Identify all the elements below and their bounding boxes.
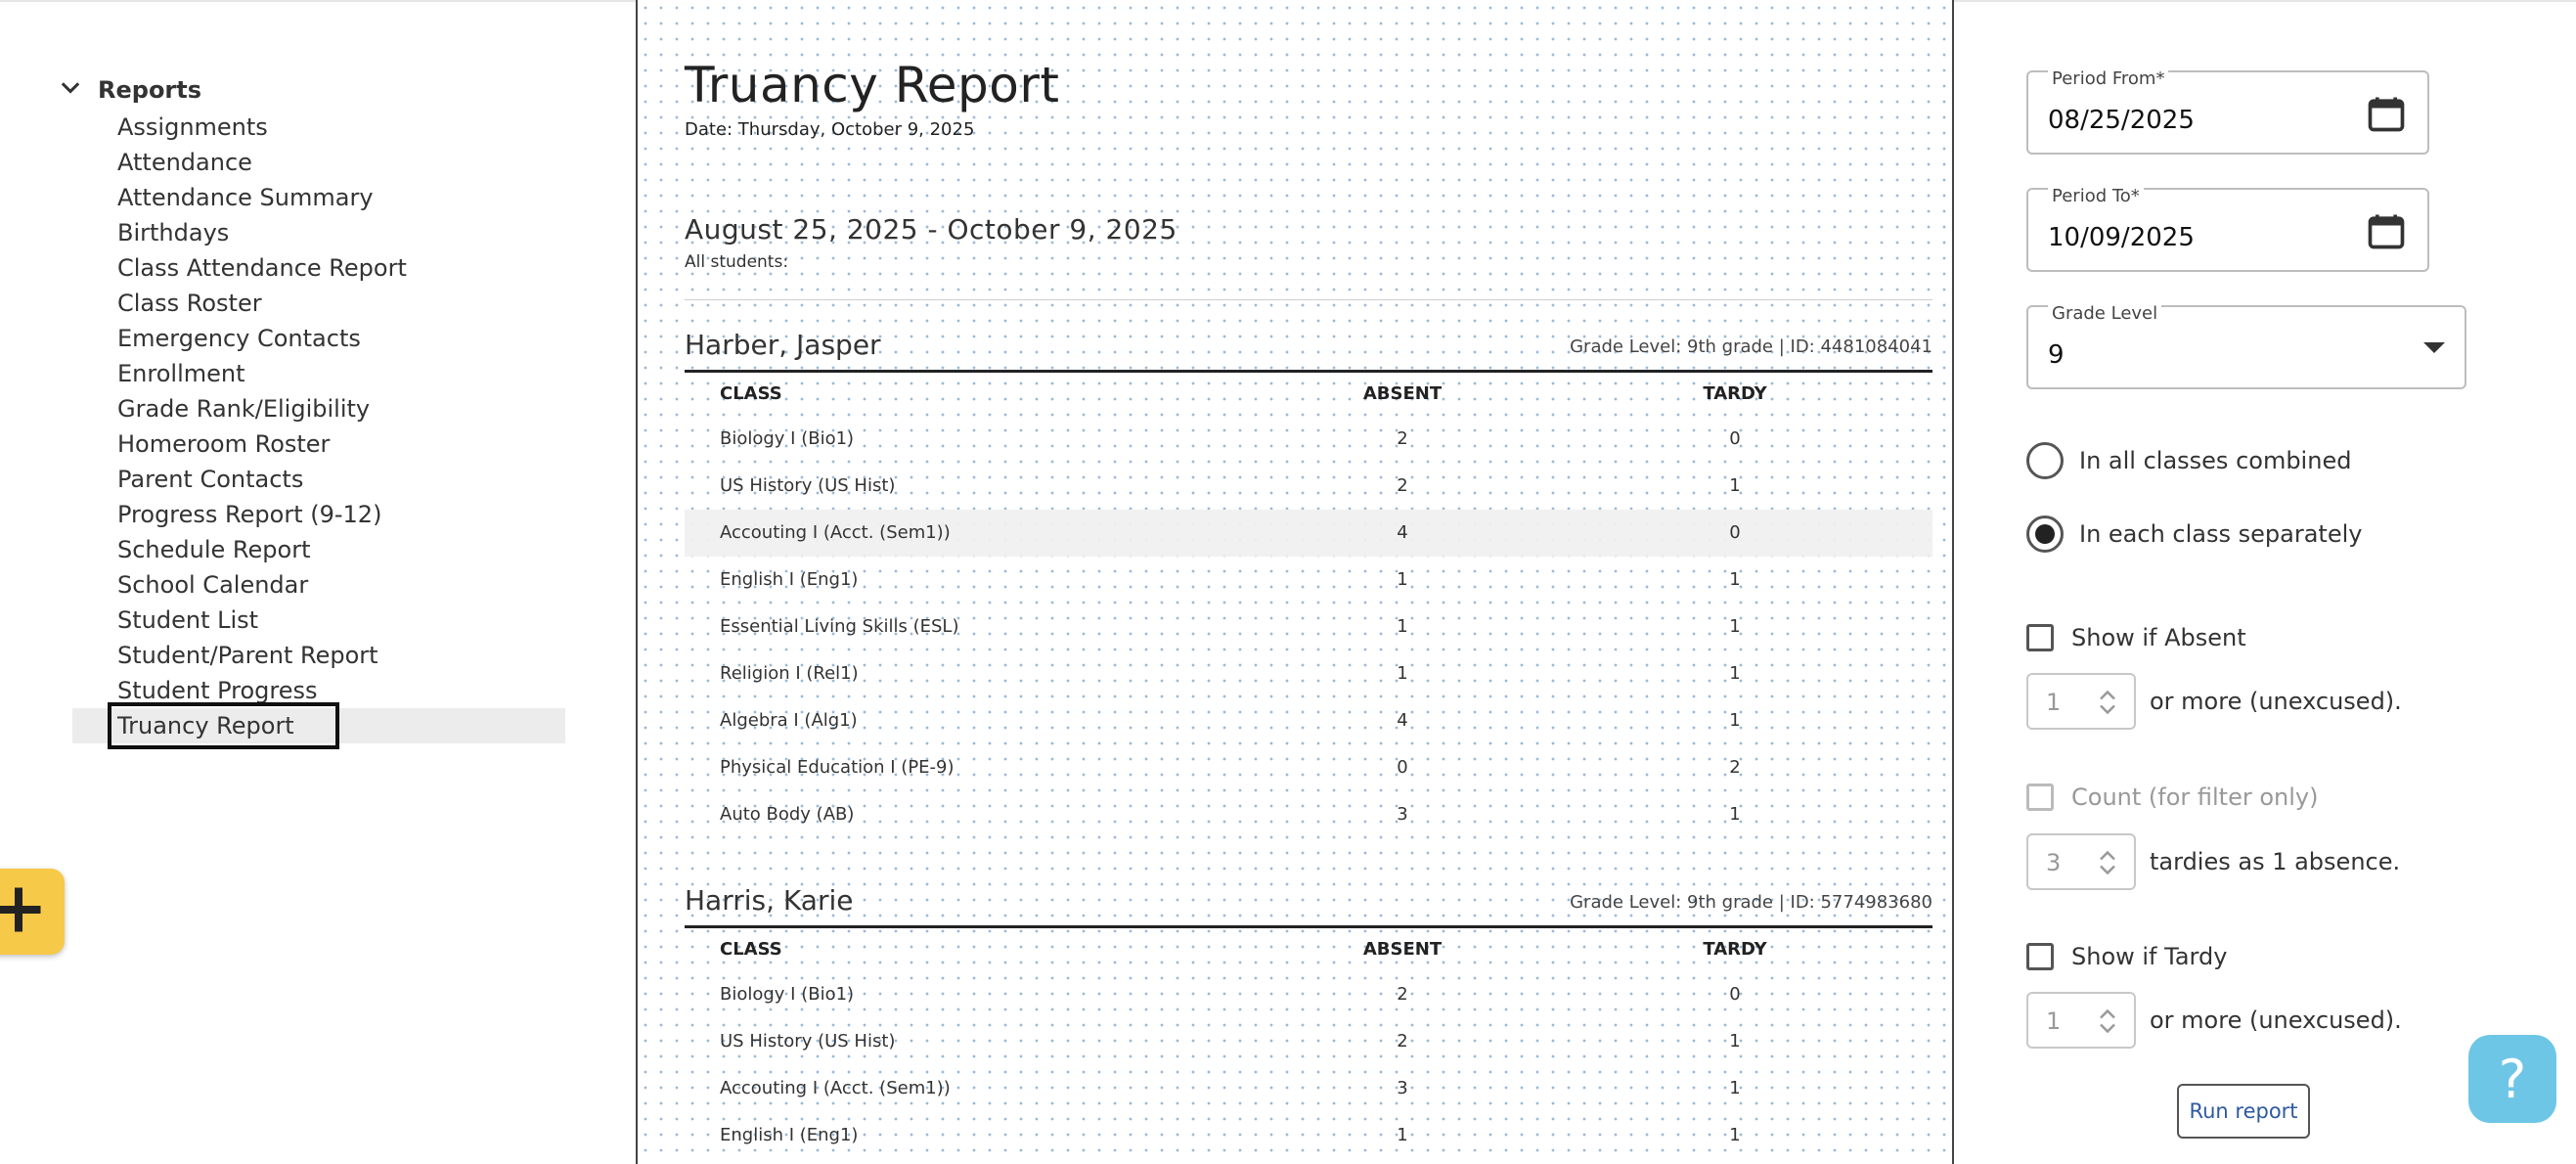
column-header-absent: ABSENT — [1362, 939, 1443, 960]
sidebar-item[interactable] — [72, 497, 565, 532]
sidebar-item-label: Truancy Report — [117, 712, 330, 739]
cell-class: US History (US Hist) — [720, 475, 896, 496]
count-filter-label: Count (for filter only) — [2071, 783, 2319, 811]
cell-tardy: 1 — [1729, 616, 1741, 637]
show-if-absent-checkbox[interactable] — [2026, 624, 2246, 651]
cell-tardy: 1 — [1729, 1125, 1741, 1145]
cell-tardy: 1 — [1729, 1078, 1741, 1098]
calendar-icon[interactable] — [2365, 92, 2408, 135]
table-row — [685, 510, 1932, 557]
cell-absent: 1 — [1397, 1125, 1408, 1145]
cell-class: Auto Body (AB) — [720, 804, 855, 825]
table-row — [685, 1112, 1932, 1159]
report-preview[interactable] — [636, 0, 1954, 1164]
plus-icon — [0, 880, 48, 943]
tardy-ratio-stepper[interactable] — [2026, 833, 2136, 890]
table-row — [685, 791, 1932, 838]
sidebar-item-label: Progress Report (9-12) — [117, 501, 382, 528]
cell-tardy: 0 — [1729, 984, 1741, 1005]
sidebar-item-label: School Calendar — [117, 571, 309, 599]
sidebar-item-label: Assignments — [117, 113, 268, 141]
show-if-absent-label: Show if Absent — [2071, 624, 2246, 651]
radio-button[interactable] — [2026, 442, 2064, 479]
table-row — [685, 744, 1932, 791]
sidebar-item[interactable] — [72, 321, 565, 356]
table-row — [685, 650, 1932, 697]
cell-class: English I (Eng1) — [720, 569, 859, 590]
cell-absent: 1 — [1397, 569, 1408, 590]
period-to-field[interactable] — [2026, 188, 2429, 272]
sidebar-item[interactable] — [72, 110, 565, 145]
sidebar-item[interactable] — [72, 426, 565, 462]
table-row — [685, 557, 1932, 604]
calendar-icon[interactable] — [2365, 209, 2408, 252]
cell-tardy: 1 — [1729, 804, 1741, 825]
cell-absent: 1 — [1397, 616, 1408, 637]
sidebar-item-label: Class Attendance Report — [117, 254, 407, 282]
cell-class: Biology I (Bio1) — [720, 428, 855, 449]
report-divider — [685, 299, 1932, 300]
cell-absent: 2 — [1397, 984, 1408, 1005]
student-section — [685, 319, 1932, 838]
sidebar-item[interactable] — [72, 215, 565, 250]
radio-all-classes-label: In all classes combined — [2079, 447, 2352, 474]
sidebar-item-label: Student/Parent Report — [117, 642, 378, 669]
grade-level-label: Grade Level — [2048, 303, 2161, 324]
sidebar-item[interactable] — [72, 673, 565, 708]
report-range: August 25, 2025 - October 9, 2025 — [685, 213, 1177, 246]
help-icon: ? — [2498, 1048, 2527, 1110]
sidebar-item-label: Emergency Contacts — [117, 325, 361, 352]
radio-each-class[interactable] — [2026, 515, 2362, 553]
sidebar-item[interactable] — [72, 250, 565, 286]
period-from-label: Period From* — [2048, 68, 2168, 89]
cell-tardy: 1 — [1729, 663, 1741, 684]
column-header-class: CLASS — [720, 383, 782, 404]
table-row — [685, 604, 1932, 650]
cell-class: Biology I (Bio1) — [720, 984, 855, 1005]
caret-down-icon — [2423, 342, 2445, 353]
help-button[interactable] — [2468, 1035, 2556, 1123]
sidebar-item-label: Attendance Summary — [117, 184, 374, 211]
cell-absent: 2 — [1397, 428, 1408, 449]
student-section — [685, 874, 1932, 1159]
sidebar-item[interactable] — [72, 391, 565, 426]
sidebar-item[interactable] — [72, 638, 565, 673]
absent-min-suffix: or more (unexcused). — [2150, 688, 2402, 715]
chevron-down-icon — [57, 74, 84, 106]
show-if-tardy-label: Show if Tardy — [2071, 943, 2228, 970]
sidebar-item-label: Grade Rank/Eligibility — [117, 395, 371, 423]
sidebar-item[interactable] — [72, 145, 565, 180]
cell-absent: 2 — [1397, 475, 1408, 496]
radio-button-selected[interactable] — [2026, 515, 2064, 553]
stepper-arrows-icon[interactable] — [2099, 849, 2116, 876]
sidebar-item[interactable] — [72, 603, 565, 638]
filter-panel — [1954, 0, 2576, 1164]
cell-class: Accouting I (Acct. (Sem1)) — [720, 522, 951, 543]
checkbox[interactable] — [2026, 783, 2054, 811]
cell-tardy: 0 — [1729, 522, 1741, 543]
sidebar-item[interactable] — [72, 286, 565, 321]
column-header-class: CLASS — [720, 939, 782, 960]
period-from-field[interactable] — [2026, 70, 2429, 155]
cell-absent: 3 — [1397, 804, 1408, 825]
sidebar-item[interactable] — [72, 356, 565, 391]
cell-tardy: 1 — [1729, 1031, 1741, 1052]
add-button[interactable] — [0, 869, 65, 955]
sidebar-item[interactable] — [72, 180, 565, 215]
reports-section-toggle[interactable] — [57, 74, 201, 106]
student-header — [685, 319, 1932, 370]
column-header-tardy: TARDY — [1703, 383, 1767, 404]
reports-section-title: Reports — [98, 76, 202, 104]
sidebar-item-label: Homeroom Roster — [117, 430, 331, 458]
cell-tardy: 2 — [1729, 757, 1741, 778]
cell-absent: 3 — [1397, 1078, 1408, 1098]
cell-class: Accouting I (Acct. (Sem1)) — [720, 1078, 951, 1098]
student-name: Harris, Karie — [685, 884, 854, 917]
checkbox[interactable] — [2026, 624, 2054, 651]
sidebar — [0, 0, 636, 1164]
period-from-value: 08/25/2025 — [2048, 106, 2195, 135]
sidebar-item-label: Class Roster — [117, 290, 262, 317]
cell-absent: 4 — [1397, 710, 1408, 731]
tardy-min-suffix: or more (unexcused). — [2150, 1007, 2402, 1034]
sidebar-item-label: Attendance — [117, 149, 252, 176]
report-date: Date: Thursday, October 9, 2025 — [685, 119, 975, 140]
cell-class: English I (Eng1) — [720, 1125, 859, 1145]
cell-class: Algebra I (Alg1) — [720, 710, 858, 731]
sidebar-item[interactable] — [72, 532, 565, 567]
sidebar-item-label: Student List — [117, 606, 259, 634]
tardy-ratio-suffix: tardies as 1 absence. — [2150, 848, 2401, 875]
sidebar-item-label: Schedule Report — [117, 536, 311, 563]
period-to-value: 10/09/2025 — [2048, 223, 2195, 252]
report-list — [72, 110, 565, 743]
cell-class: Essential Living Skills (ESL) — [720, 616, 959, 637]
sidebar-item-label: Parent Contacts — [117, 466, 304, 493]
table-header — [685, 928, 1932, 971]
radio-each-class-label: In each class separately — [2079, 520, 2363, 548]
report-title: Truancy Report — [685, 57, 1060, 113]
table-header — [685, 373, 1932, 416]
grade-level-value: 9 — [2048, 340, 2065, 370]
student-header — [685, 874, 1932, 925]
radio-all-classes[interactable] — [2026, 442, 2351, 479]
period-to-label: Period To* — [2048, 186, 2144, 206]
table-row — [685, 416, 1932, 463]
sidebar-item-label: Birthdays — [117, 219, 230, 246]
stepper-arrows-icon[interactable] — [2099, 689, 2116, 716]
cell-class: Religion I (Rel1) — [720, 663, 859, 684]
table-row — [685, 1018, 1932, 1065]
count-filter-checkbox[interactable] — [2026, 783, 2318, 811]
cell-absent: 1 — [1397, 663, 1408, 684]
tardy-min-value: 1 — [2046, 1007, 2062, 1035]
column-header-tardy: TARDY — [1703, 939, 1767, 960]
table-row — [685, 697, 1932, 744]
table-row — [685, 971, 1932, 1018]
column-header-absent: ABSENT — [1362, 383, 1443, 404]
sidebar-item-label: Student Progress — [117, 677, 318, 704]
show-if-tardy-checkbox[interactable] — [2026, 943, 2227, 970]
grade-level-select[interactable] — [2026, 305, 2466, 389]
report-scope: All students: — [685, 252, 789, 272]
sidebar-item[interactable] — [72, 567, 565, 603]
table-row — [685, 1065, 1932, 1112]
cell-class: Physical Education I (PE-9) — [720, 757, 955, 778]
student-name: Harber, Jasper — [685, 329, 881, 361]
cell-tardy: 1 — [1729, 475, 1741, 496]
absent-min-stepper[interactable] — [2026, 673, 2136, 730]
checkbox[interactable] — [2026, 943, 2054, 970]
cell-absent: 2 — [1397, 1031, 1408, 1052]
tardy-min-stepper[interactable] — [2026, 992, 2136, 1049]
sidebar-item-label: Enrollment — [117, 360, 245, 387]
student-meta: Grade Level: 9th grade | ID: 5774983680 — [1570, 892, 1932, 913]
table-row — [685, 463, 1932, 510]
absent-min-value: 1 — [2046, 689, 2062, 716]
run-report-button[interactable]: Run report — [2177, 1084, 2310, 1139]
cell-absent: 4 — [1397, 522, 1408, 543]
sidebar-item[interactable] — [72, 708, 565, 743]
sidebar-item[interactable] — [72, 462, 565, 497]
stepper-arrows-icon[interactable] — [2099, 1007, 2116, 1035]
student-meta: Grade Level: 9th grade | ID: 4481084041 — [1570, 336, 1932, 357]
cell-tardy: 1 — [1729, 569, 1741, 590]
cell-tardy: 0 — [1729, 428, 1741, 449]
cell-absent: 0 — [1397, 757, 1408, 778]
cell-class: US History (US Hist) — [720, 1031, 896, 1052]
cell-tardy: 1 — [1729, 710, 1741, 731]
tardy-ratio-value: 3 — [2046, 849, 2062, 876]
